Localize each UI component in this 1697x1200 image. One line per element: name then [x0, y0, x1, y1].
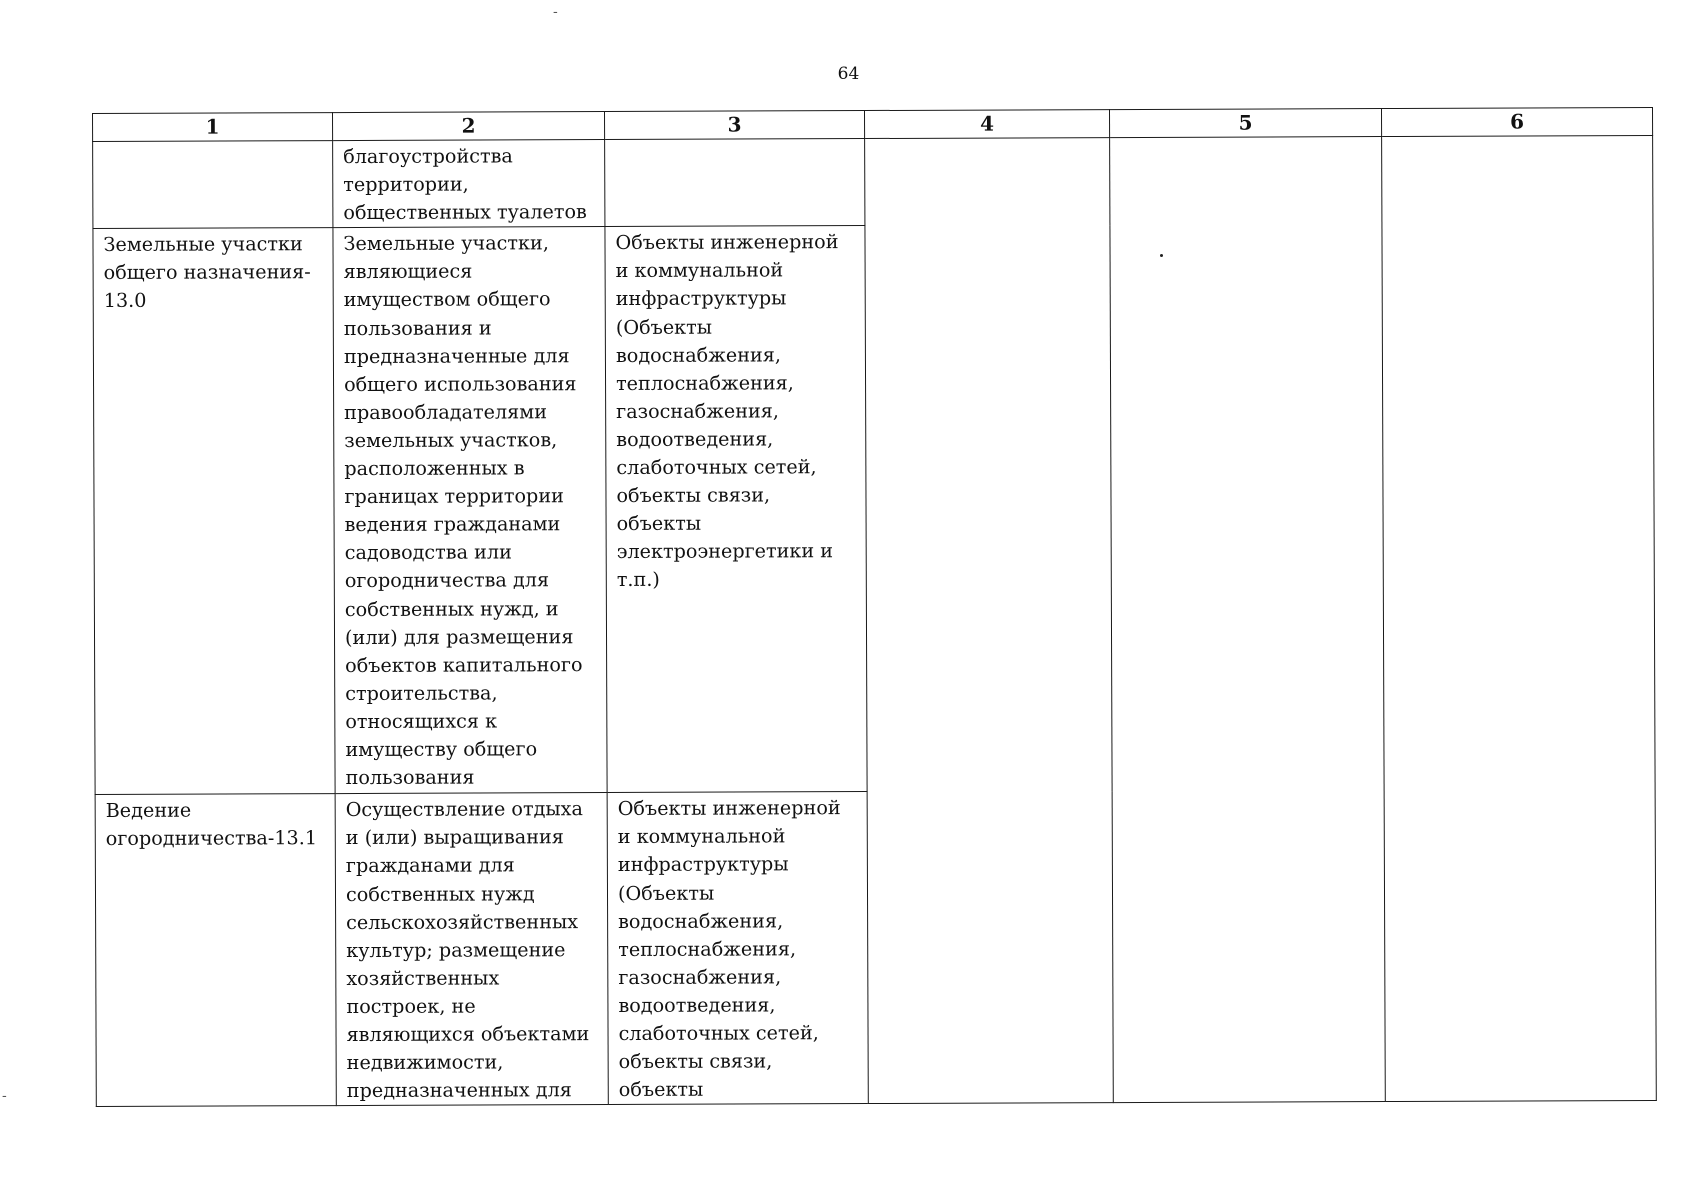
- row-1-permitted-objects: Объекты инженерной и коммунальной инфраструктуры (Объекты водоснабжения, теплоснабжения, газоснабжения, водоотведения, слаботочных сетей, объекты связи, объекты электроэнергетики и т.п.): [605, 226, 867, 793]
- column-header-6: 6: [1381, 108, 1652, 137]
- column-header-5: 5: [1109, 109, 1381, 138]
- column-4-empty-cell: [865, 138, 1114, 1104]
- scan-mark: -: [553, 4, 558, 20]
- row-0-permitted-objects: [605, 139, 865, 227]
- row-0-description: благоустройства территории, общественных туалетов: [333, 140, 605, 228]
- row-2-use-type: Ведение огородничества-13.1: [95, 794, 336, 1107]
- zoning-table: [92, 107, 1657, 1107]
- table-row: [93, 136, 1653, 229]
- row-0-use-type: [93, 141, 333, 229]
- column-6-empty-cell: [1382, 136, 1657, 1102]
- column-header-3: 3: [604, 111, 864, 140]
- column-header-1: 1: [93, 113, 333, 142]
- scan-mark: -: [2, 1088, 7, 1104]
- column-header-2: 2: [333, 112, 605, 141]
- row-1-use-type: Земельные участки общего назначения- 13.0: [93, 228, 335, 795]
- row-2-description: Осуществление отдыха и (или) выращивания гражданами для собственных нужд сельскохозяйственных культур; размещение хозяйственных построек, не являющихся объектами недвижимости, предназначенных для: [335, 793, 608, 1106]
- row-1-description: Земельные участки, являющиеся имуществом общего пользования и предназначенные для общего использования правообладателями земельных участков, расположенных в границах территории ведения гражданами садоводства или огородничества для собственных нужд, и (или) для размещения объектов капитального строительства, относящихся к имуществу общего пользования: [333, 227, 607, 794]
- column-5-empty-cell: [1110, 137, 1386, 1103]
- row-2-permitted-objects: Объекты инженерной и коммунальной инфраструктуры (Объекты водоснабжения, теплоснабжения, газоснабжения, водоотведения, слаботочных сетей, объекты связи, объекты: [607, 792, 868, 1105]
- page-number: 64: [837, 64, 860, 84]
- column-header-4: 4: [864, 110, 1109, 139]
